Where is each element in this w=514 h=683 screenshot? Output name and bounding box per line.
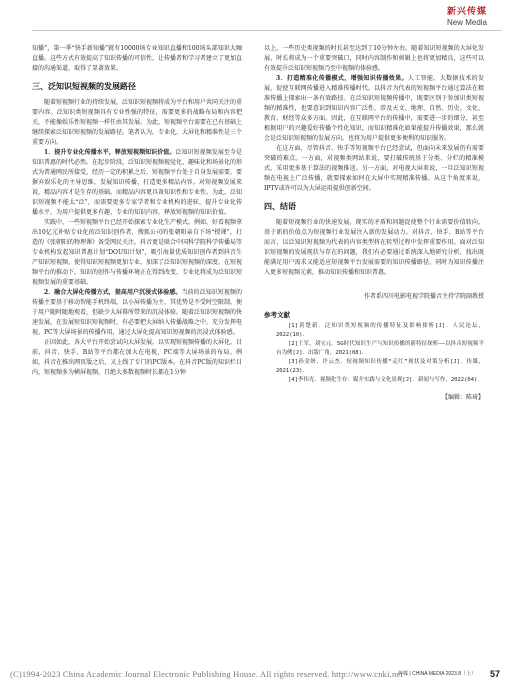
section-tag-cn: 新兴传媒 xyxy=(446,7,487,17)
journal-name: 传媒 | CHINA MEDIA 2023.8（上） xyxy=(398,671,476,677)
bstation-paragraph: 正因如此，各大平台开始尝试向大屏发展，以实现短视频传播的大屏化。目前，抖音、快手、B站等平台都在加大在电视、PC端等大屏场景的布局。例如，抖音在推出网页版之后，又上线了专门的PC版本。在抖音PC版的知识栏目内，短视频多为横屏视频，且绝大多数视频时长都在1分钟 xyxy=(32,339,243,376)
point1-paragraph xyxy=(32,148,242,218)
section-tag xyxy=(434,4,500,27)
left-column xyxy=(32,44,242,378)
section-tag-en: New Media xyxy=(446,18,487,27)
reference-item: [2]王军，刘宝元．5G时代知识生产与知识传播的新特征探析——以抖音短视频平台为例[J]．出版广角，2021(08)． xyxy=(276,341,484,356)
point2-paragraph xyxy=(32,288,242,338)
reference-item: [4]李伟光．视频化生存：媒介实践与文化景观[J]．新闻与写作，2022(04)． xyxy=(288,377,483,383)
page-number: 57 xyxy=(489,669,500,679)
right-column xyxy=(264,44,484,403)
reality-paragraph: 在这方面，尽管抖音、快手等短视频平台已经尝试，但面向未来发展仍有需要突破的难点。一方面，对视频类网站来说，要打破传统基于分类、分栏的精准模式，采用更多基于算法的视频推送。另一方面，对电视大屏来说，一旦泛知识短视频在电视上广泛传播，就要探索如何在大屏中实现精准传播。从这个角度来说，IPTV或许可以为大屏运用提供创新空间。 xyxy=(264,145,484,192)
reference-item: [1]黄楚新．泛知识类短视频的传播特征及影响探析[J]．人民论坛，2022(10)． xyxy=(276,323,484,338)
point1-heading: 1．提升专业化传播水平，释放短视频知识价值。 xyxy=(44,149,176,156)
point3-heading: 3．打造精准化传播模式，增强知识传播效果。 xyxy=(276,75,408,82)
practice-paragraph: 实践中，一些短视频平台已经开始探索专业化生产模式。例如，好看视频拿出10亿元补贴专业化的泛知识创作者，搜狐公司的张朝阳亲自下场“授课”，打造的《张朝阳的物理课》备受网民关注。抖音更是联合中国科学院科学传播局等专业机构发起知识普惠计划“DOU知计划”，吸引海量优质知识创作者到抖音生产知识短视频，使得知识短视频更加专业，加深了泛知识短视频的深度。在短视频平台的推动下，知识的创作与传播环境正在得到改变，专业化将成为泛知识短视频发展的重要基础。 xyxy=(32,219,243,286)
point3-text: 人工智能、大数据技术的发展，促使互联网传播进入精准传播时代。以抖音为代表的短视频平台通过算法在精准传播上探索出一条有效路径。在泛知识短视频传播中，既要区别于参加识类短视频的精准性，也要意识到知识内容广泛性，涉及天文、地理、自然、历史、文化、教育、财经等众多方面。因此，在互联网平台的传播中，需要进一步的细分，甚至根据用户的兴趣爱好传播个性化知识，而知识精准化如果能提升传播效果，那么就会是泛知识短视频的发展方向。也将为用户提供更多便利的知识服务。 xyxy=(264,75,484,142)
references-title: 参考文献 xyxy=(264,311,290,319)
point1-text: 泛知识短视频发展至今是知识普惠的时代必然。在起步阶段，泛知识短视频视觉化、趣味化和场景化的形式为普通网民所接受，经历一定的积累之后，短视频平台处于自身发展需要，要摒弃娱乐化的主导思维，发展知识传播，打造更多精品内容。对短视频发展来说，精品内容才是生存的基础。而精品内容更具备知识性和专业性。为此，泛知识短视频不能太“泛”，而需要更多专家学者和专业机构的进驻，提升专业化传播水平，为用户提供更多有趣、专业的知识内容，释放短视频的知识价值。 xyxy=(32,149,243,216)
reference-item: [3]孙金妍，许云杰．短视频知识传播“走红”现状及对策分析[J]．传媒，2021(23)． xyxy=(276,359,484,374)
continued-paragraph: 以上，一些历史类视频的时长甚至达到了10分钟左右。随着知识短视频的大屏化发展，时长将成为一个重要突破口，同时内容制作和剪辑上也将更加精良，这些可以有效提升泛知识短视频乃至中视频的体验感。 xyxy=(264,45,484,72)
section3-heading: 三、泛知识短视频的发展路径 xyxy=(32,82,136,91)
header-rule xyxy=(32,30,502,31)
intro-paragraph: 知播”，第一季“快手新知播”就有10000场专业知识直播和100场头部知识大咖直播。这些方式有效提高了知识传播的可信性，让传播者和学习者建立了更加直接的沟通渠道，取得了显著效果。 xyxy=(32,45,243,72)
section4-heading: 四、结语 xyxy=(264,202,296,211)
section3-intro: 随着短视频行业的持续发展，泛知识短视频将成为平台和用户共同关注的重要内容。泛知识类短视频具有专业性强的特征，需要更多的战略布局和内容把关，不能像娱乐性短视频一样任由其发展。为此，短视频平台需要在已有基础上继续探索泛知识短视频的发展路径。笔者认为，专业化、大屏化和精准性是三个重要方向。 xyxy=(32,99,243,146)
copyright-notice: (C)1994-2023 China Academic Journal Electronic Publishing House. All rights reserved. http://www.cnki.net xyxy=(10,669,403,679)
editor-credit: 【编辑：陈琦】 xyxy=(441,394,484,401)
point2-heading: 2．融合大屏化传播方式，提高用户沉浸式体验感。 xyxy=(44,289,182,296)
author-note: 作者系四川电影电视学院播音主持学院副教授 xyxy=(363,293,484,300)
conclusion-paragraph: 随着短视频行业的快速发展，现实的矛盾和问题促使整个行业需要价值转向。基于新的价值点为短视频行业发展注入新的发展动力。对抖音、快手、B站等平台而言，以泛知识短视频为代表的内容类型将在转型过程中发挥重要作用。面对泛知识短视频的发展现状与存在的问题，我们有必要通过系统深入地研究分析，找出既能满足用户需求又能适应短视频平台发展需要的知识传播路径，同时为知识传播注入更多短视频元素，推动知识传播和知识普惠。 xyxy=(264,219,484,276)
point2-text: 当前的泛知识短视频的传播主要基于移动智能手机终端，以小屏传播为主，其优势是不受时空限制，便于用户随时随地观看，但缺少大屏幕所带来的沉浸体验。随着泛知识短视频的快速发展，在发展短知识短视频时，有必要把大屏纳入传播战略之中，充分发挥电视、PC等大屏场景的传播作用，通过大屏化提高知识短视频的沉浸式体验感。 xyxy=(32,289,243,336)
point3-paragraph xyxy=(264,74,484,144)
